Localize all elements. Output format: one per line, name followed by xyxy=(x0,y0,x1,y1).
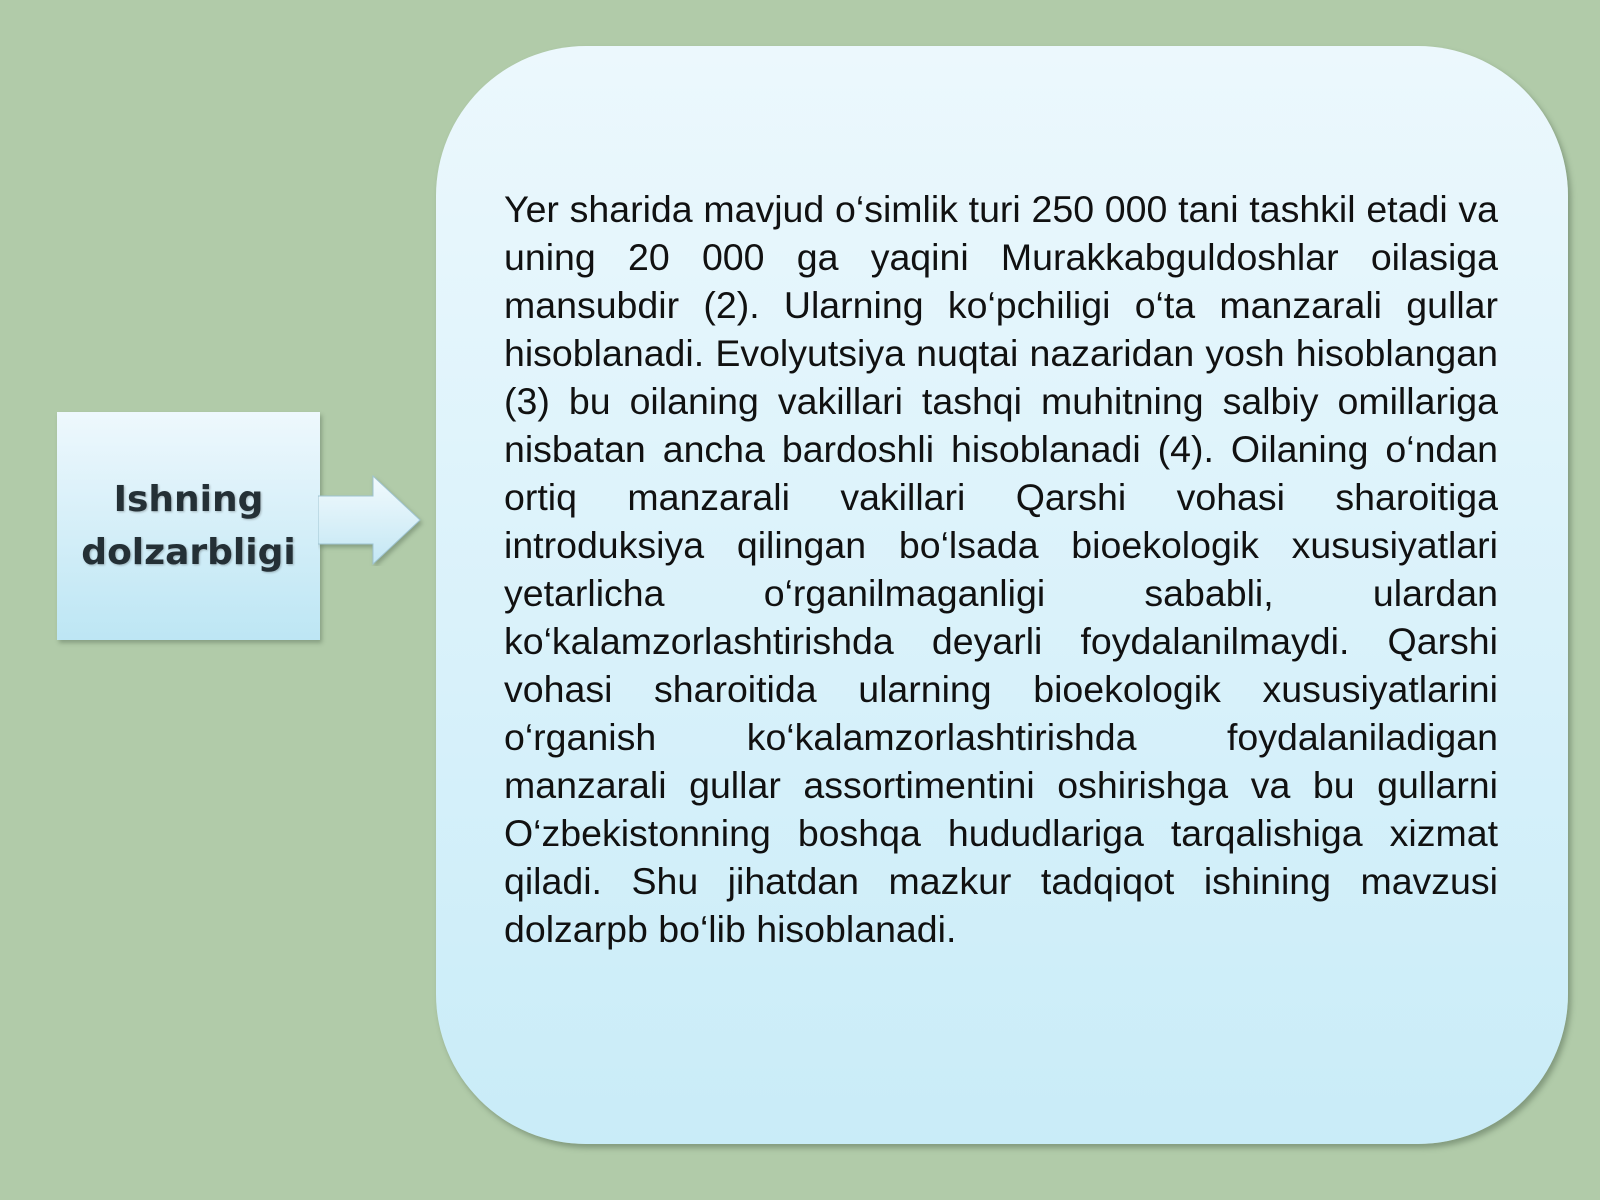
topic-label-box xyxy=(57,412,320,640)
right-arrow-icon xyxy=(318,474,428,566)
content-paragraph: Yer sharida mavjud o‘simlik turi 250 000 tani tashkil etadi va uning 20 000 ga yaqini Murakkabguldoshlar oilasiga mansubdir (2). Ularning ko‘pchiligi o‘ta manzarali gullar hisoblanadi. Evolyutsiya nuqtai nazaridan yosh hisoblangan (3) bu oilaning vakillari tashqi muhitning salbiy omillariga nisbatan ancha bardoshli hisoblanadi (4). Oilaning o‘ndan ortiq manzarali vakillari Qarshi vohasi sharoitiga introduksiya qilingan bo‘lsada bioekologik xususiyatlari yetarlicha o‘rganilmaganligi sababli, ulardan ko‘kalamzorlashtirishda deyarli foydalanilmaydi. Qarshi vohasi sharoitida ularning bioekologik xususiyatlarini o‘rganish ko‘kalamzorlashtirishda foydalaniladigan manzarali gullar assortimentini oshirishga va bu gullarni O‘zbekistonning boshqa hududlariga tarqalishiga xizmat qiladi. Shu jihatdan mazkur tadqiqot ishining mavzusi dolzarpb bo‘lib hisoblanadi. xyxy=(504,188,1498,950)
topic-label-text: Ishning dolzarbligi xyxy=(81,479,296,573)
